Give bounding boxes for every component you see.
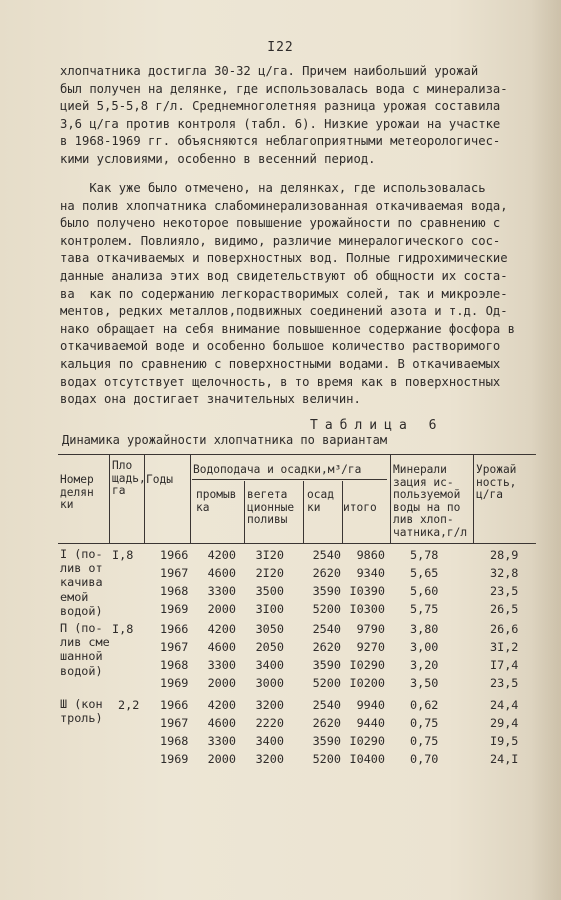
cell-total: I0300 (349, 602, 385, 616)
cell-yield: 23,5 (490, 676, 519, 690)
cell-precip: 3590 (312, 584, 341, 598)
cell-precip: 2540 (312, 698, 341, 712)
text-line: цией 5,5-5,8 г/л. Среднемноголетняя разница урожая составила (60, 99, 501, 114)
cell-precip: 5200 (312, 676, 341, 690)
cell-precip: 2620 (312, 640, 341, 654)
cell-mineral: 3,80 (410, 622, 439, 636)
cell-yield: 32,8 (490, 566, 519, 580)
cell-year: 1966 (160, 548, 189, 562)
cell-precip: 3590 (312, 658, 341, 672)
cell-flush: 4200 (207, 622, 236, 636)
text-line: контролем. Повлияло, видимо, различие минералогического сос- (60, 233, 501, 248)
text-line: кими условиями, особенно в весенний период. (60, 151, 376, 166)
col-divider (190, 454, 191, 543)
plot-label: Ш (кон троль) (60, 697, 103, 726)
header-vegetation: вегета ционные поливы (247, 488, 295, 526)
cell-precip: 5200 (312, 752, 341, 766)
cell-year: 1966 (160, 698, 189, 712)
header-precip: осад ки (307, 488, 334, 514)
cell-flush: 2000 (207, 676, 236, 690)
header-flush: промыв ка (196, 488, 237, 514)
col-divider (109, 454, 110, 543)
plot-area: I,8 (112, 548, 134, 562)
header-mineral: Минерали зация ис- пользуемой воды на по лив хлоп- чатника,г/л (393, 463, 468, 539)
header-plot: Номер делян ки (60, 473, 94, 511)
text-line: Как уже было отмечено, на делянках, где использовалась (60, 181, 486, 195)
cell-flush: 4200 (207, 548, 236, 562)
header-total: итого (343, 501, 377, 514)
page-edge-shadow (531, 0, 561, 900)
cell-vegetation: 2I20 (255, 566, 284, 580)
text-line: хлопчатника достигла 30-32 ц/га. Причем наибольший урожай (60, 64, 479, 78)
cell-mineral: 5,65 (410, 566, 439, 580)
cell-yield: 24,4 (490, 698, 519, 712)
col-divider (390, 454, 391, 543)
water-group-rule (192, 479, 387, 480)
cell-flush: 3300 (207, 734, 236, 748)
cell-mineral: 5,60 (410, 584, 439, 598)
cell-total: 9790 (356, 622, 385, 636)
cell-yield: 3I,2 (490, 640, 519, 654)
cell-flush: 4600 (207, 566, 236, 580)
cell-mineral: 0,70 (410, 752, 439, 766)
cell-vegetation: 3050 (255, 622, 284, 636)
cell-precip: 2540 (312, 548, 341, 562)
cell-mineral: 3,00 (410, 640, 439, 654)
cell-mineral: 0,75 (410, 716, 439, 730)
cell-flush: 2000 (207, 752, 236, 766)
cell-total: 9340 (356, 566, 385, 580)
plot-area: I,8 (112, 622, 134, 636)
cell-year: 1969 (160, 752, 189, 766)
cell-vegetation: 3500 (255, 584, 284, 598)
cell-flush: 4200 (207, 698, 236, 712)
text-line: тава откачиваемых и поверхностных вод. Полные гидрохимические (60, 251, 508, 266)
text-line: было получено некоторое повышение урожайности по сравнению с (60, 216, 501, 231)
cell-flush: 4600 (207, 716, 236, 730)
cell-year: 1969 (160, 602, 189, 616)
cell-year: 1968 (160, 658, 189, 672)
cell-vegetation: 3400 (255, 734, 284, 748)
cell-precip: 2620 (312, 716, 341, 730)
cell-vegetation: 2050 (255, 640, 284, 654)
col-divider (303, 481, 304, 543)
text-line: данные анализа этих вод свидетельствуют об общности их соста- (60, 268, 508, 283)
cell-yield: 26,6 (490, 622, 519, 636)
cell-total: 9860 (356, 548, 385, 562)
cell-total: 9440 (356, 716, 385, 730)
cell-total: I0290 (349, 658, 385, 672)
header-years: Годы (146, 473, 173, 486)
cell-yield: I9,5 (490, 734, 519, 748)
header-water-group: Водоподача и осадки,м³/га (193, 463, 362, 476)
paragraph-1 (60, 63, 532, 169)
cell-yield: 24,I (490, 752, 519, 766)
cell-precip: 2540 (312, 622, 341, 636)
cell-year: 1967 (160, 566, 189, 580)
cell-flush: 3300 (207, 584, 236, 598)
header-area: Пло щадь, га (112, 459, 146, 497)
text-line: на полив хлопчатника слабоминерализованная откачиваемая вода, (60, 198, 508, 213)
cell-precip: 5200 (312, 602, 341, 616)
cell-yield: 29,4 (490, 716, 519, 730)
text-line: ментов, редких металлов,подвижных соединений азота и т.д. Од- (60, 304, 508, 319)
cell-yield: 23,5 (490, 584, 519, 598)
text-line: в 1968-1969 гг. объясняются неблагоприятными метеорологичес- (60, 134, 501, 149)
cell-total: I0400 (349, 752, 385, 766)
cell-year: 1967 (160, 716, 189, 730)
cell-vegetation: 3I20 (255, 548, 284, 562)
cell-yield: 28,9 (490, 548, 519, 562)
cell-mineral: 5,75 (410, 602, 439, 616)
text-line: 3,6 ц/га против контроля (табл. 6). Низкие урожаи на участке (60, 116, 501, 131)
cell-total: 9940 (356, 698, 385, 712)
cell-precip: 3590 (312, 734, 341, 748)
text-line: был получен на делянке, где использовалась вода с минерализа- (60, 81, 508, 96)
plot-label: I (по- лив от качива емой водой) (60, 547, 103, 618)
text-line: нако обращает на себя внимание повышенное содержание фосфора в (60, 321, 515, 336)
cell-mineral: 3,20 (410, 658, 439, 672)
cell-year: 1966 (160, 622, 189, 636)
text-line: водах отсутствует щелочность, в то время как в поверхностных (60, 374, 501, 389)
page-number: I22 (267, 40, 294, 55)
text-line: водах она достигает значительных величин. (60, 392, 361, 407)
cell-mineral: 0,62 (410, 698, 439, 712)
table-top-rule (58, 454, 536, 455)
cell-vegetation: 3200 (255, 698, 284, 712)
cell-vegetation: 3400 (255, 658, 284, 672)
cell-total: I0200 (349, 676, 385, 690)
cell-vegetation: 3200 (255, 752, 284, 766)
table-label: Таблица 6 (310, 418, 444, 433)
cell-precip: 2620 (312, 566, 341, 580)
cell-year: 1968 (160, 584, 189, 598)
cell-total: I0390 (349, 584, 385, 598)
col-divider (244, 481, 245, 543)
plot-label: П (по- лив сме шанной водой) (60, 621, 110, 678)
col-divider (473, 454, 474, 543)
table-title: Динамика урожайности хлопчатника по вариантам (62, 433, 388, 447)
cell-mineral: 5,78 (410, 548, 439, 562)
text-line: ва как по содержанию легкорастворимых солей, так и микроэле- (60, 286, 508, 301)
cell-flush: 4600 (207, 640, 236, 654)
cell-vegetation: 3I00 (255, 602, 284, 616)
header-bottom-rule (58, 543, 536, 544)
cell-yield: I7,4 (490, 658, 519, 672)
cell-vegetation: 3000 (255, 676, 284, 690)
plot-area: 2,2 (118, 698, 140, 712)
cell-mineral: 3,50 (410, 676, 439, 690)
cell-yield: 26,5 (490, 602, 519, 616)
cell-vegetation: 2220 (255, 716, 284, 730)
paragraph-2 (60, 180, 532, 409)
cell-mineral: 0,75 (410, 734, 439, 748)
text-line: откачиваемой воде и особенно большое количество растворимого (60, 339, 501, 354)
cell-year: 1969 (160, 676, 189, 690)
cell-total: I0290 (349, 734, 385, 748)
header-yield: Урожай ность, ц/га (476, 463, 517, 501)
cell-year: 1968 (160, 734, 189, 748)
text-line: кальция по сравнению с поверхностными водами. В откачиваемых (60, 356, 501, 371)
cell-total: 9270 (356, 640, 385, 654)
cell-year: 1967 (160, 640, 189, 654)
cell-flush: 2000 (207, 602, 236, 616)
cell-flush: 3300 (207, 658, 236, 672)
